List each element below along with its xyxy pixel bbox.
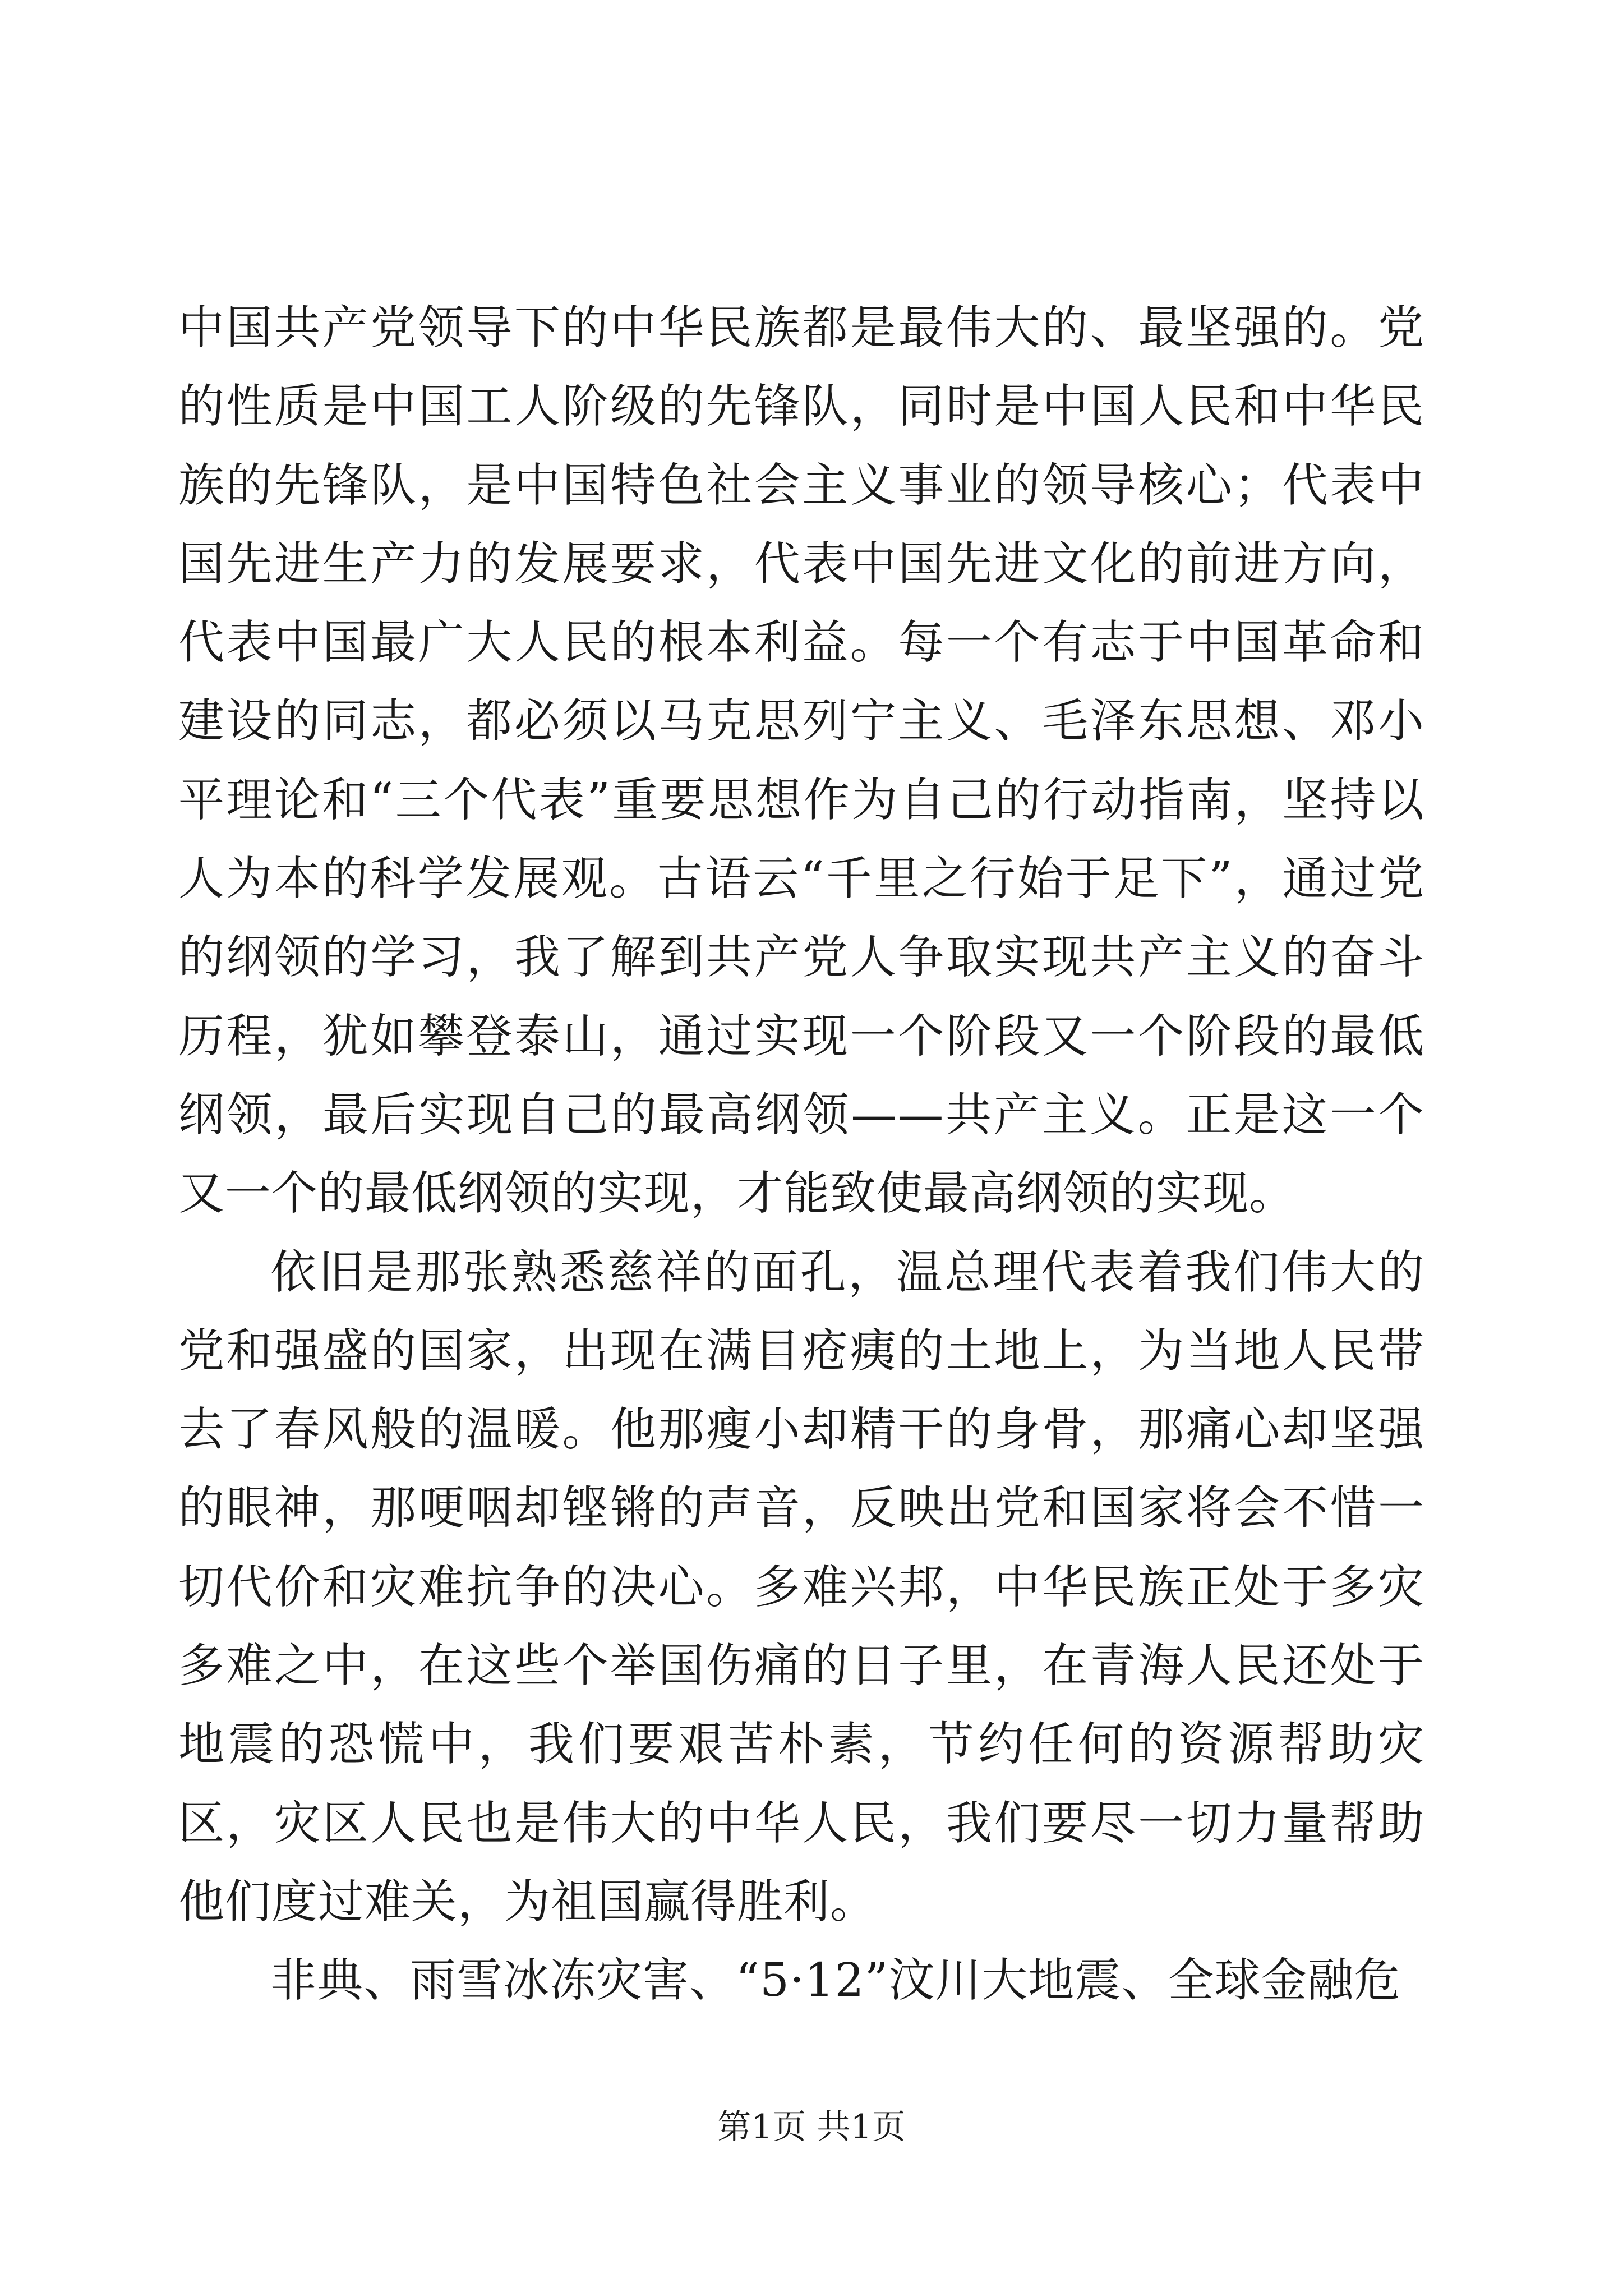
paragraph-2: 依旧是那张熟悉慈祥的面孔，温总理代表着我们伟大的党和强盛的国家，出现在满目疮痍的土地上，为当地人民带去了春风般的温暖。他那瘦小却精干的身骨，那痛心却坚强的眼神，那哽咽却铿锵的声音，反映出党和国家将会不惜一切代价和灾难抗争的决心。多难兴邦，中华民族正处于多灾多难之中，在这些个举国伤痛的日子里，在青海人民还处于地震的恐慌中，我们要艰苦朴素，节约任何的资源帮助灾区，灾区人民也是伟大的中华人民，我们要尽一切力量帮助他们度过难关，为祖国赢得胜利。	[178, 1245, 1424, 1929]
paragraph-3: 非典、雨雪冰冻灾害、“5·12”汶川大地震、全球金融危	[270, 1954, 1401, 2008]
document-body	[178, 289, 1424, 2021]
page-footer: 第1页 共1页	[717, 2108, 906, 2147]
paragraph-1: 中国共产党领导下的中华民族都是最伟大的、最坚强的。党的性质是中国工人阶级的先锋队，同时是中国人民和中华民族的先锋队，是中国特色社会主义事业的领导核心；代表中国先进生产力的发展要求，代表中国先进文化的前进方向，代表中国最广大人民的根本利益。每一个有志于中国革命和建设的同志，都必须以马克思列宁主义、毛泽东思想、邓小平理论和“三个代表”重要思想作为自己的行动指南，坚持以人为本的科学发展观。古语云“千里之行始于足下”，通过党的纲领的学习，我了解到共产党人争取实现共产主义的奋斗历程，犹如攀登泰山，通过实现一个阶段又一个阶段的最低纲领，最后实现自己的最高纲领——共产主义。正是这一个又一个的最低纲领的实现，才能致使最高纲领的实现。	[178, 301, 1424, 1221]
